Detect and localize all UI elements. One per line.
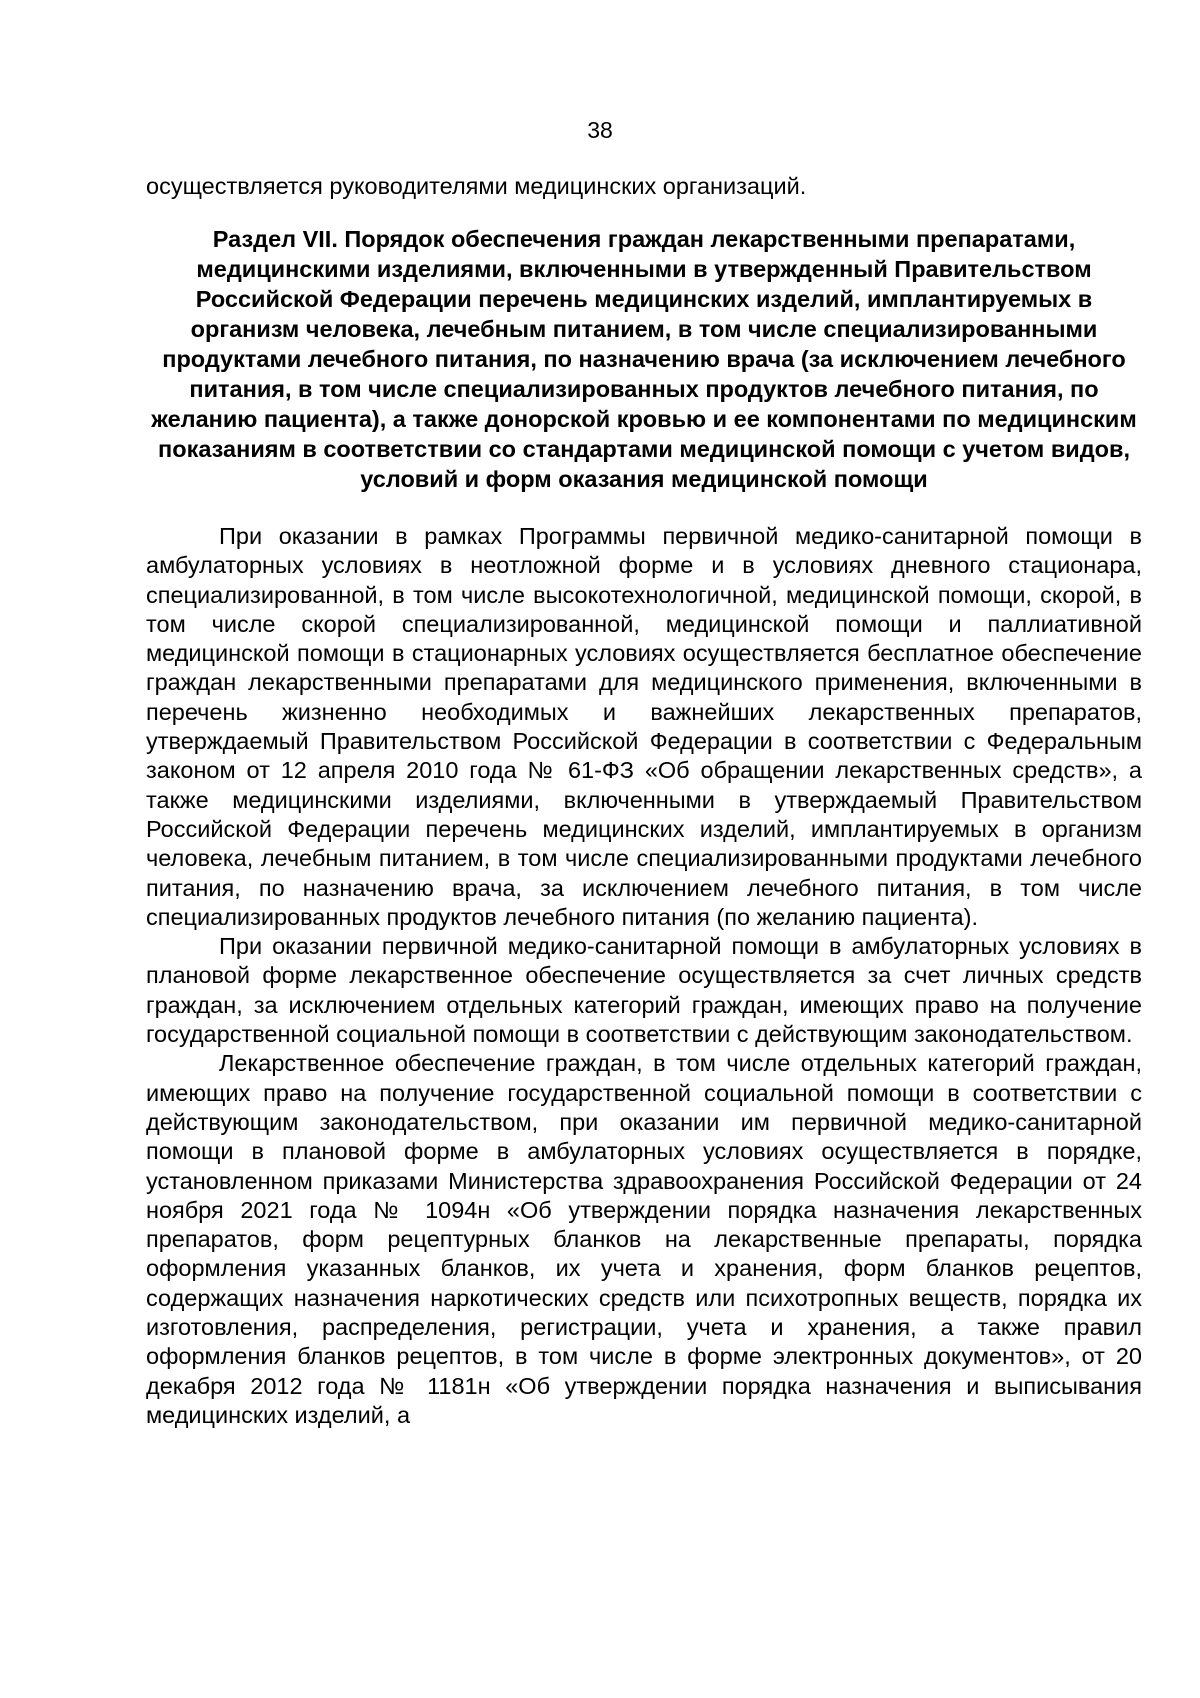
paragraph-2: При оказании первичной медико-санитарной помощи в амбулаторных условиях в плановой форме лекарственное обеспечение осуществляется за счет личных средств граждан, за исключением отдельных категорий граждан, имеющих право на получение государственной социальной помощи в соответствии с действующим законодательством. (146, 933, 1142, 1048)
paragraph-3: Лекарственное обеспечение граждан, в том числе отдельных категорий граждан, имеющих право на получение государственной социальной помощи в соответствии с действующим законодательством, при оказании им первичной медико-санитарной помощи в плановой форме в амбулаторных условиях осуществляется в порядке, установленном приказами Министерства здравоохранения Российской Федерации от 24 ноября 2021 года № 1094н «Об утверждении порядка назначения лекарственных препаратов, форм рецептурных бланков на лекарственные препараты, порядка оформления указанных бланков, их учета и хранения, форм бланков рецептов, содержащих назначения наркотических средств или психотропных веществ, порядка их изготовления, распределения, регистрации, учета и хранения, а также правил оформления бланков рецептов, в том числе в форме электронных документов», от 20 декабря 2012 года № 1181н «Об утверждении порядка назначения и выписывания медицинских изделий, а (146, 1050, 1142, 1428)
continuation-line: осуществляется руководителями медицинских организаций. (146, 173, 807, 199)
document-body (146, 170, 1142, 1430)
page-number: 38 (587, 117, 613, 143)
section-heading: Раздел VII. Порядок обеспечения граждан лекарственными препаратами, медицинскими изделиями, включенными в утвержденный Правительством Российской Федерации перечень медицинских изделий, имплантируемых в организм человека, лечебным питанием, в том числе специализированными продуктами лечебного питания, по назначению врача (за исключением лечебного питания, в том числе специализированных продуктов лечебного питания, по желанию пациента), а также донорской кровью и ее компонентами по медицинским показаниям в соответствии со стандартами медицинской помощи с учетом видов, условий и форм оказания медицинской помощи (151, 226, 1137, 492)
paragraph-1: При оказании в рамках Программы первичной медико-санитарной помощи в амбулаторных условиях в неотложной форме и в условиях дневного стационара, специализированной, в том числе высокотехнологичной, медицинской помощи, скорой, в том числе скорой специализированной, медицинской помощи и паллиативной медицинской помощи в стационарных условиях осуществляется бесплатное обеспечение граждан лекарственными препаратами для медицинского применения, включенными в перечень жизненно необходимых и важнейших лекарственных препаратов, утверждаемый Правительством Российской Федерации в соответствии с Федеральным законом от 12 апреля 2010 года № 61-ФЗ «Об обращении лекарственных средств», а также медицинскими изделиями, включенными в утверждаемый Правительством Российской Федерации перечень медицинских изделий, имплантируемых в организм человека, лечебным питанием, в том числе специализированными продуктами лечебного питания, по назначению врача, за исключением лечебного питания, в том числе специализированных продуктов лечебного питания (по желанию пациента). (146, 523, 1142, 930)
